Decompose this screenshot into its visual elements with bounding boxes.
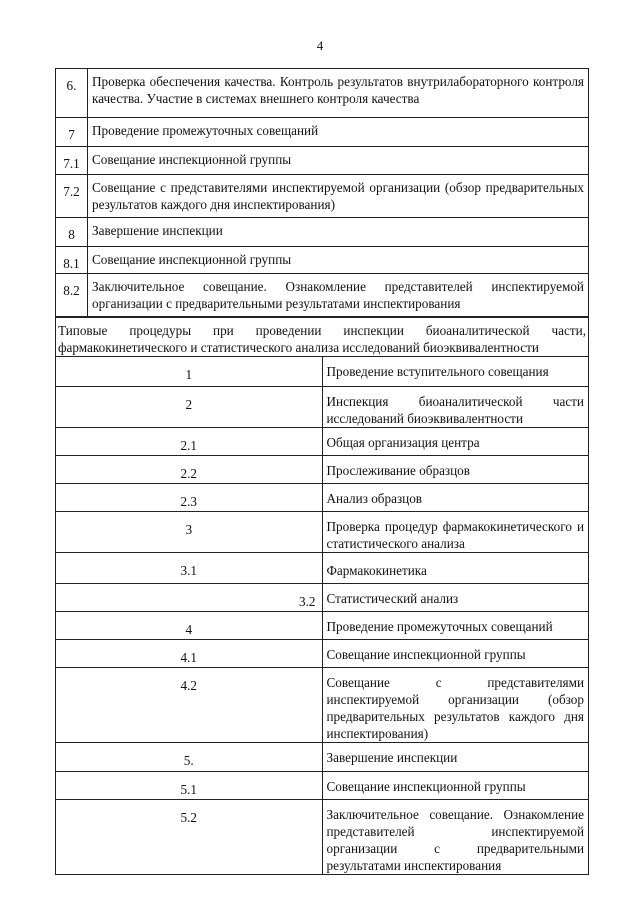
row-text: Анализ образцов [322, 484, 589, 512]
section-heading-row [56, 318, 589, 357]
table-row [56, 118, 589, 147]
row-text: Прослеживание образцов [322, 456, 589, 484]
row-text: Проверка процедур фармакокинетического и статистического анализа [322, 512, 589, 553]
row-text: Проведение вступительного совещания [322, 357, 589, 387]
row-text: Инспекция биоаналитической части исследований биоэквивалентности [322, 387, 589, 428]
row-number: 8.2 [56, 274, 88, 317]
row-number: 2.1 [56, 428, 323, 456]
row-number: 8 [56, 218, 88, 247]
table-row [56, 69, 589, 118]
table-row [56, 612, 589, 640]
row-text: Общая организация центра [322, 428, 589, 456]
row-text: Завершение инспекции [88, 218, 589, 247]
row-number: 2.2 [56, 456, 323, 484]
row-number: 7.2 [56, 175, 88, 218]
procedures-document [55, 68, 589, 875]
table-row [56, 800, 589, 875]
table-row [56, 512, 589, 553]
page-number: 4 [316, 38, 324, 53]
row-number: 5.2 [56, 800, 323, 875]
row-text: Заключительное совещание. Ознакомление представителей инспектируемой организации с предварительными результатами инспектирования [88, 274, 589, 317]
row-number: 7 [56, 118, 88, 147]
table-row [56, 218, 589, 247]
bioequivalence-procedures-table [55, 317, 589, 875]
row-text: Проверка обеспечения качества. Контроль результатов внутрилабораторного контроля качества. Участие в системах внешнего контроля качества [88, 69, 589, 118]
row-text: Проведение промежуточных совещаний [88, 118, 589, 147]
table-row [56, 772, 589, 800]
row-number: 5. [56, 743, 323, 772]
table-row [56, 584, 589, 612]
table-row [56, 387, 589, 428]
row-text: Статистический анализ [322, 584, 589, 612]
table-row [56, 428, 589, 456]
row-text: Совещание с представителями инспектируемой организации (обзор предварительных результатов каждого дня инспектирования) [322, 668, 589, 743]
row-number: 6. [56, 69, 88, 118]
row-number: 4 [56, 612, 323, 640]
row-number: 3.1 [56, 553, 323, 584]
row-number: 1 [56, 357, 323, 387]
row-text: Совещание инспекционной группы [322, 772, 589, 800]
table-row [56, 274, 589, 317]
row-number: 7.1 [56, 147, 88, 175]
table-row [56, 484, 589, 512]
table-row [56, 456, 589, 484]
row-text: Совещание инспекционной группы [88, 247, 589, 274]
row-number: 3.2 [56, 584, 323, 612]
row-text: Совещание инспекционной группы [322, 640, 589, 668]
row-number: 8.1 [56, 247, 88, 274]
table-row [56, 247, 589, 274]
table-row [56, 357, 589, 387]
row-number: 4.2 [56, 668, 323, 743]
row-number: 2 [56, 387, 323, 428]
section-heading: Типовые процедуры при проведении инспекции биоаналитической части, фармакокинетического и статистического анализа исследований биоэквивалентности [56, 318, 589, 357]
row-text: Завершение инспекции [322, 743, 589, 772]
row-number: 2.3 [56, 484, 323, 512]
row-text: Совещание инспекционной группы [88, 147, 589, 175]
table-row [56, 640, 589, 668]
row-text: Проведение промежуточных совещаний [322, 612, 589, 640]
row-number: 4.1 [56, 640, 323, 668]
row-number: 3 [56, 512, 323, 553]
row-text: Фармакокинетика [322, 553, 589, 584]
table-row [56, 668, 589, 743]
row-text: Заключительное совещание. Ознакомление представителей инспектируемой организации с предварительными результатами инспектирования [322, 800, 589, 875]
table-row [56, 147, 589, 175]
row-text: Совещание с представителями инспектируемой организации (обзор предварительных результатов каждого дня инспектирования) [88, 175, 589, 218]
table-row [56, 175, 589, 218]
row-number: 5.1 [56, 772, 323, 800]
table-row [56, 553, 589, 584]
inspection-steps-table [55, 68, 589, 317]
table-row [56, 743, 589, 772]
